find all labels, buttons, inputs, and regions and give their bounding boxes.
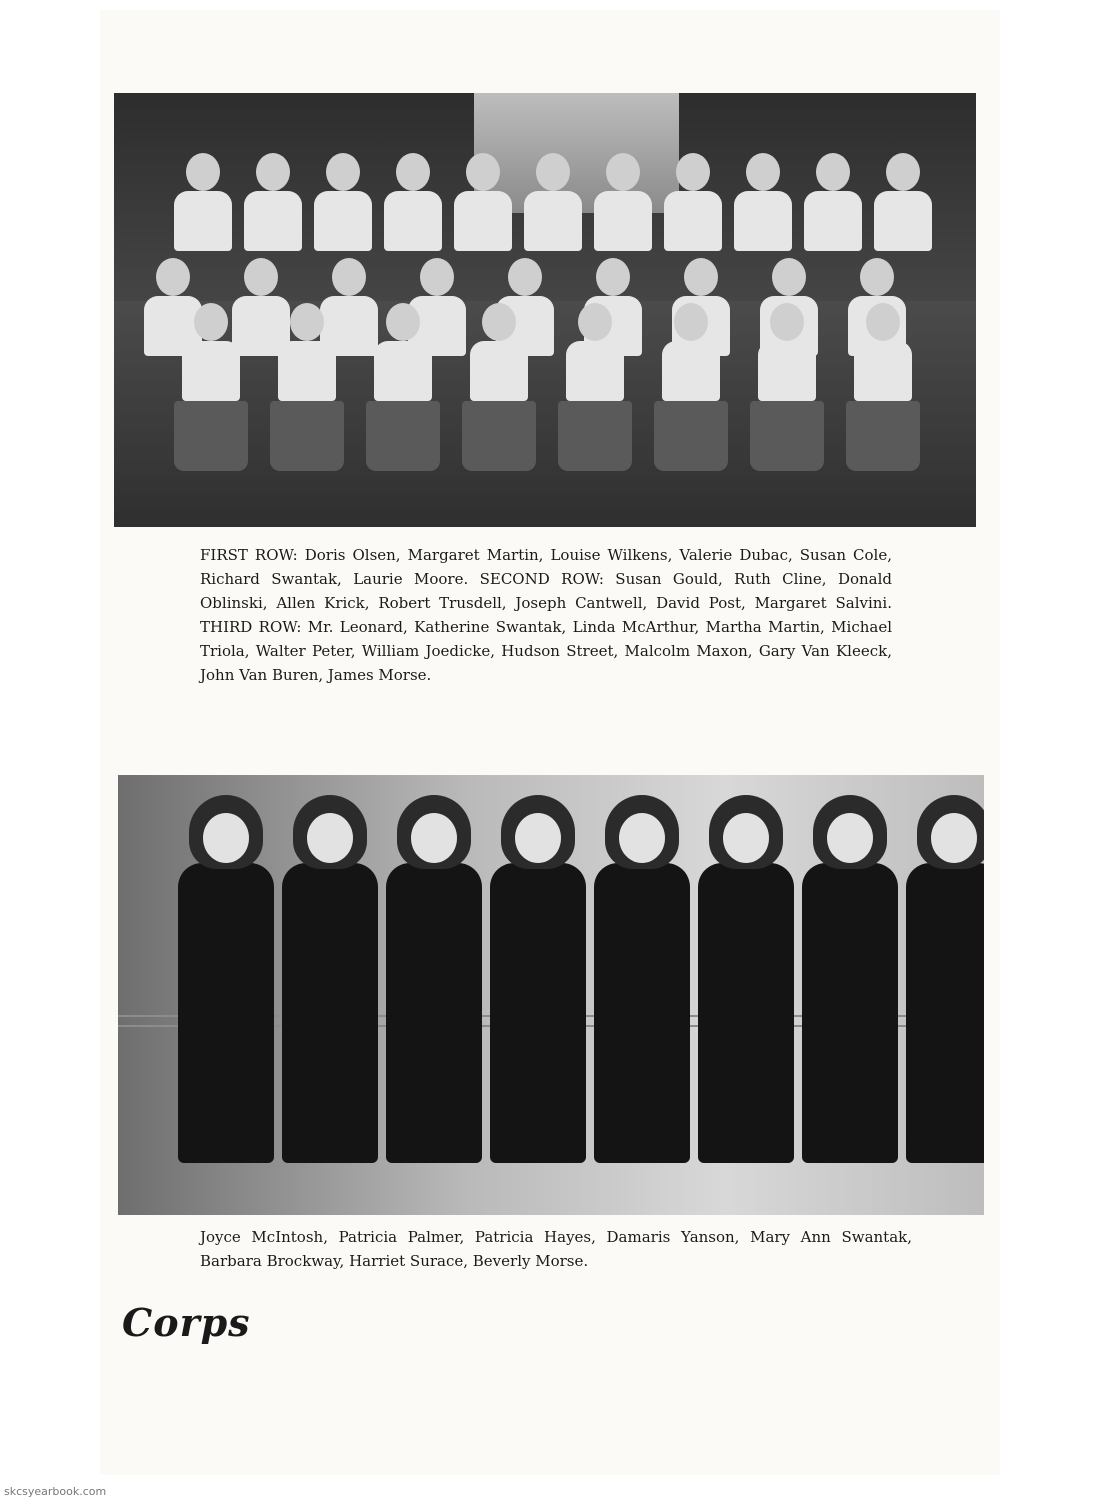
band-member: [750, 303, 824, 471]
band-member: [454, 153, 512, 251]
band-member: [804, 153, 862, 251]
band-member: [734, 153, 792, 251]
corps-member: [594, 795, 690, 1163]
band-member: [384, 153, 442, 251]
corps-member: [698, 795, 794, 1163]
corps-group-photo: [118, 775, 984, 1215]
band-member: [366, 303, 440, 471]
band-member: [524, 153, 582, 251]
band-member: [874, 153, 932, 251]
corps-member: [802, 795, 898, 1163]
corps-member: [386, 795, 482, 1163]
band-first-row: [174, 303, 976, 471]
band-member: [558, 303, 632, 471]
corps-photo-caption: Joyce McIntosh, Patricia Palmer, Patricia Hayes, Damaris Yanson, Mary Ann Swantak, Barbara Brockway, Harriet Surace, Beverly Morse.: [200, 1228, 912, 1270]
band-group-photo: [114, 93, 976, 527]
corps-member: [178, 795, 274, 1163]
band-third-row: [174, 153, 976, 251]
corps-member: [282, 795, 378, 1163]
band-member: [846, 303, 920, 471]
band-member: [654, 303, 728, 471]
band-member: [174, 303, 248, 471]
corps-member: [490, 795, 586, 1163]
corps-member: [906, 795, 984, 1163]
corps-members-row: [178, 795, 984, 1163]
yearbook-page: [100, 10, 1000, 1475]
band-member: [664, 153, 722, 251]
section-title: Corps: [122, 1300, 251, 1345]
band-member: [244, 153, 302, 251]
site-watermark: skcsyearbook.com: [4, 1485, 107, 1498]
band-photo-caption: FIRST ROW: Doris Olsen, Margaret Martin, Louise Wilkens, Valerie Dubac, Susan Cole, Richard Swantak, Laurie Moore. SECOND ROW: Susan Gould, Ruth Cline, Donald Oblinski, Allen Krick, Robert Trusdell, Joseph Cantwell, David Post, Margaret Salvini. THIRD ROW: Mr. Leonard, Katherine Swantak, Linda McArthur, Martha Martin, Michael Triola, Walter Peter, William Joedicke, Hudson Street, Malcolm Maxon, Gary Van Kleeck, John Van Buren, James Morse.: [200, 546, 892, 684]
band-member: [314, 153, 372, 251]
band-member: [594, 153, 652, 251]
band-member: [462, 303, 536, 471]
band-member: [174, 153, 232, 251]
band-member: [270, 303, 344, 471]
